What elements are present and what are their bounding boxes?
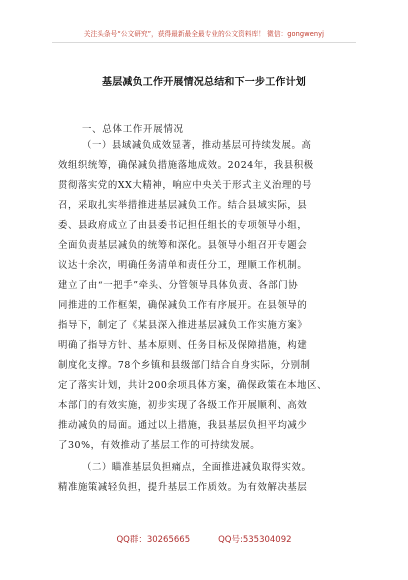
- body-line: 精准施策减轻负担，提升基层工作质效。为有效解决基层: [58, 482, 308, 493]
- footer-qq-number: QQ号:535304092: [218, 535, 292, 545]
- body-line: 效组织统筹，确保减负措施落地成效。2024年，我县积极: [58, 160, 314, 171]
- footer-qq-group: QQ群：30265665: [116, 535, 191, 545]
- body-line: 制度化支撑。78个乡镇和县级部门结合自身实际，分别制: [58, 360, 311, 371]
- body-line: 同推进的工作框架，确保减负工作有序展开。在县领导的: [58, 300, 308, 311]
- body-line: 指导下，制定了《某县深入推进基层减负工作实施方案》: [58, 320, 308, 331]
- body-line: 贯彻落实党的XX大精神，响应中央关于形式主义治理的号: [58, 180, 312, 191]
- body-line: 了30%，有效推动了基层工作的可持续发展。: [58, 440, 261, 451]
- header-divider: [52, 42, 356, 43]
- body-line: （一）县域减负成效显著，推动基层可持续发展。高: [82, 140, 312, 151]
- body-line: 全面负责基层减负的统筹和深化。县领导小组召开专题会: [58, 240, 308, 251]
- header-promo-note: 关注头条号“公文研究”，获得最新最全最专业的公文资料库！ 微信：gongwenyj: [83, 30, 325, 38]
- body-line: 明确了指导方针、基本原则、任务目标及保障措施，构建: [58, 340, 308, 351]
- body-line: 定了落实计划，共计200余项具体方案，确保政策在本地区、: [58, 380, 328, 391]
- body-line: 议达十余次，明确任务清单和责任分工，理顺工作机制。: [58, 260, 308, 271]
- body-line: 推动减负的局面。通过以上措施，我县基层负担平均减少: [58, 420, 308, 431]
- body-line: 本部门的有效实施，初步实现了各级工作开展顺利、高效: [58, 400, 308, 411]
- footer-contact: [0, 533, 408, 545]
- section-heading: 一、总体工作开展情况: [82, 124, 184, 135]
- body-line: （二）瞄准基层负担痛点，全面推进减负取得实效。: [82, 462, 312, 473]
- document-title: 基层减负工作开展情况总结和下一步工作计划: [102, 77, 306, 88]
- body-line: 召，采取扎实举措推进基层减负工作。结合县域实际，县: [58, 200, 308, 211]
- body-line: 委、县政府成立了由县委书记担任组长的专项领导小组，: [58, 220, 308, 231]
- body-line: 建立了由“一把手”牵头、分管领导具体负责、各部门协: [58, 280, 299, 291]
